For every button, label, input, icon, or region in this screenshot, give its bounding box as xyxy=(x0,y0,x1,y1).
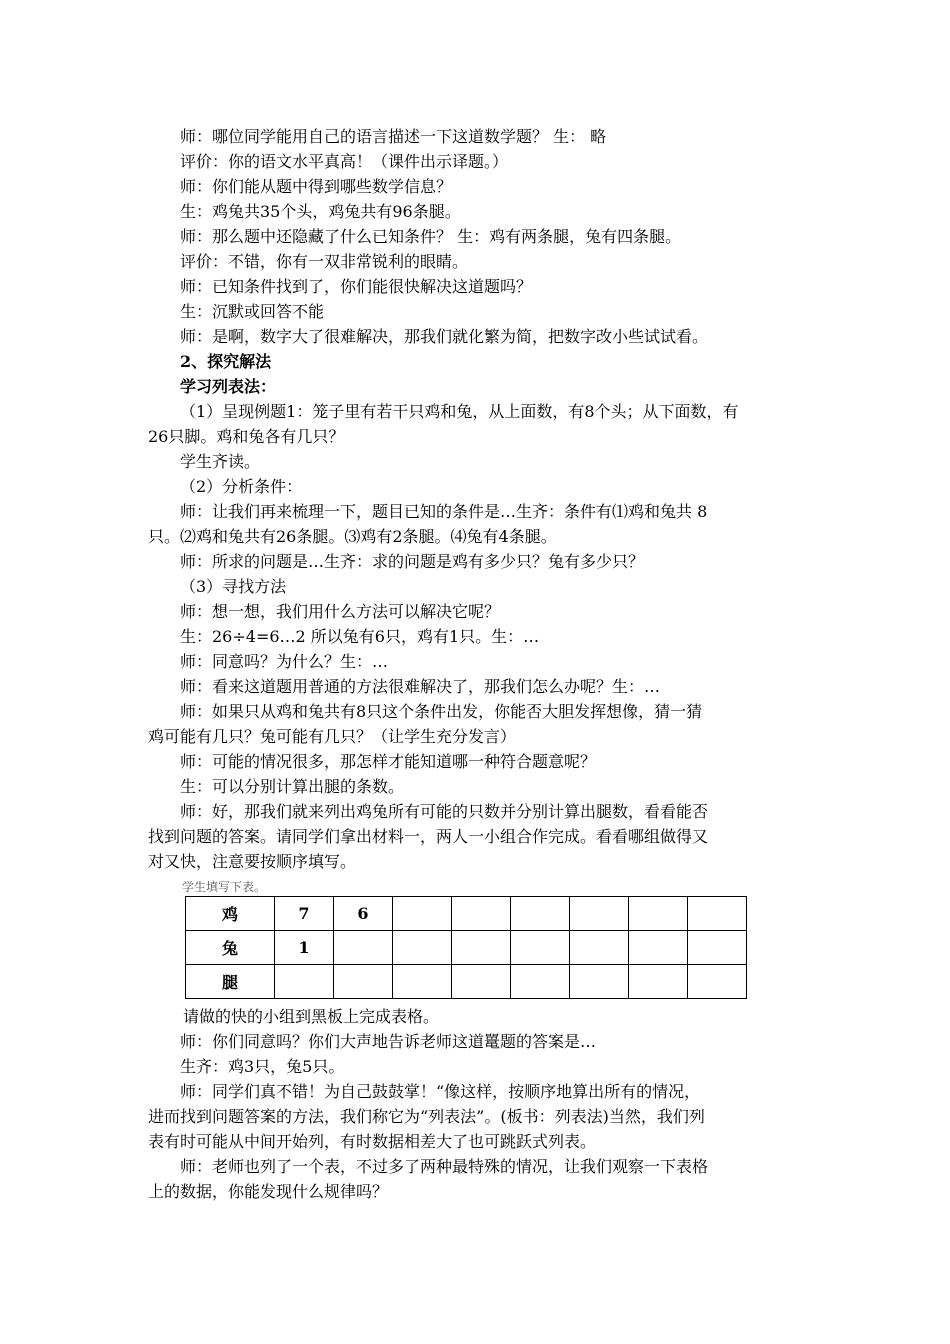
table-cell xyxy=(334,965,393,999)
row-label: 鸡 xyxy=(186,897,275,931)
text-line: 师：已知条件找到了，你们能很快解决这道题吗？ xyxy=(180,277,533,296)
table-cell xyxy=(570,931,629,965)
text-line: 师：哪位同学能用自己的语言描述一下这道数学题？ 生： 略 xyxy=(180,127,607,146)
row-label: 兔 xyxy=(186,931,275,965)
text-line: 找到问题的答案。请同学们拿出材料一，两人一小组合作完成。看看哪组做得又 xyxy=(148,827,709,846)
text-line: 学生齐读。 xyxy=(180,452,261,471)
text-line: 生：可以分别计算出腿的条数。 xyxy=(180,777,405,796)
table-cell xyxy=(629,965,688,999)
text-line: 师：让我们再来梳理一下，题目已知的条件是…生齐：条件有⑴鸡和兔共 8 xyxy=(180,502,708,521)
table-cell xyxy=(275,965,334,999)
text-line: 评价：你的语文水平真高！（课件出示译题。） xyxy=(180,152,509,171)
table-row-rabbit xyxy=(186,931,747,965)
text-line: （1）呈现例题1：笼子里有若干只鸡和兔，从上面数，有8个头；从下面数，有 xyxy=(180,402,739,421)
table-cell xyxy=(688,931,747,965)
text-line: 鸡可能有几只？兔可能有几只？（让学生充分发言） xyxy=(148,727,517,746)
table-row-chicken xyxy=(186,897,747,931)
table-cell xyxy=(393,897,452,931)
table-cell xyxy=(629,931,688,965)
text-line: 生：26÷4=6…2 所以兔有6只，鸡有1只。生：… xyxy=(180,627,540,646)
text-line: 生：沉默或回答不能 xyxy=(180,302,325,321)
table-cell xyxy=(452,931,511,965)
text-line: （3）寻找方法 xyxy=(180,577,287,596)
table-cell: 1 xyxy=(275,931,334,965)
text-line: （2）分析条件： xyxy=(180,477,303,496)
section-heading: 2、探究解法 xyxy=(180,352,272,371)
row-label: 腿 xyxy=(186,965,275,999)
table-cell: 7 xyxy=(275,897,334,931)
table-cell xyxy=(570,897,629,931)
text-line: 进而找到问题答案的方法，我们称它为“列表法”。(板书：列表法)当然，我们列 xyxy=(148,1107,705,1126)
table-cell: 6 xyxy=(334,897,393,931)
text-line: 师：是啊，数字大了很难解决，那我们就化繁为简，把数字改小些试试看。 xyxy=(180,327,709,346)
table-cell xyxy=(511,897,570,931)
text-line: 师：好，那我们就来列出鸡兔所有可能的只数并分别计算出腿数，看看能否 xyxy=(180,802,709,821)
text-line: 师：如果只从鸡和兔共有8只这个条件出发，你能否大胆发挥想像，猜一猜 xyxy=(180,702,703,721)
subsection-heading: 学习列表法： xyxy=(180,377,277,396)
text-line: 上的数据，你能发现什么规律吗？ xyxy=(148,1182,389,1201)
text-line: 师：老师也列了一个表，不过多了两种最特殊的情况，让我们观察一下表格 xyxy=(180,1157,709,1176)
text-line: 师：同学们真不错！为自己鼓鼓掌！“像这样，按顺序地算出所有的情况， xyxy=(180,1082,701,1101)
text-line: 评价：不错，你有一双非常锐利的眼睛。 xyxy=(180,252,469,271)
table-cell xyxy=(452,965,511,999)
table-row-legs xyxy=(186,965,747,999)
text-line: 对又快，注意要按顺序填写。 xyxy=(148,852,357,871)
table-cell xyxy=(511,965,570,999)
text-line: 只。⑵鸡和兔共有26条腿。⑶鸡有2条腿。⑷兔有4条腿。 xyxy=(148,527,557,546)
table-cell xyxy=(629,897,688,931)
table-cell xyxy=(334,931,393,965)
text-line: 师：看来这道题用普通的方法很难解决了，那我们怎么办呢？生：… xyxy=(180,677,661,696)
text-line: 生齐：鸡3只，兔5只。 xyxy=(180,1057,345,1076)
text-line: 师：你们能从题中得到哪些数学信息？ xyxy=(180,177,453,196)
table-cell xyxy=(688,897,747,931)
table-caption: 学生填写下表。 xyxy=(182,880,267,894)
text-line: 师：同意吗？为什么？生：… xyxy=(180,652,389,671)
text-line: 请做的快的小组到黑板上完成表格。 xyxy=(183,1007,440,1026)
text-line: 师：所求的问题是…生齐：求的问题是鸡有多少只？兔有多少只？ xyxy=(180,552,645,571)
text-line: 师：想一想，我们用什么方法可以解决它呢？ xyxy=(180,602,501,621)
text-line: 师：可能的情况很多，那怎样才能知道哪一种符合题意呢？ xyxy=(180,752,597,771)
table-cell xyxy=(511,931,570,965)
table-cell xyxy=(688,965,747,999)
text-line: 师：你们同意吗？你们大声地告诉老师这道鼍题的答案是… xyxy=(180,1032,597,1051)
table-cell xyxy=(570,965,629,999)
text-line: 表有时可能从中间开始列，有时数据相差大了也可跳跃式列表。 xyxy=(148,1132,597,1151)
table-cell xyxy=(393,931,452,965)
text-line: 生：鸡兔共35个头，鸡兔共有96条腿。 xyxy=(180,202,461,221)
table-cell xyxy=(393,965,452,999)
text-line: 26只脚。鸡和兔各有几只？ xyxy=(148,427,345,446)
fill-in-table xyxy=(185,896,747,999)
table-cell xyxy=(452,897,511,931)
text-line: 师：那么题中还隐藏了什么已知条件？ 生：鸡有两条腿，兔有四条腿。 xyxy=(180,227,682,246)
